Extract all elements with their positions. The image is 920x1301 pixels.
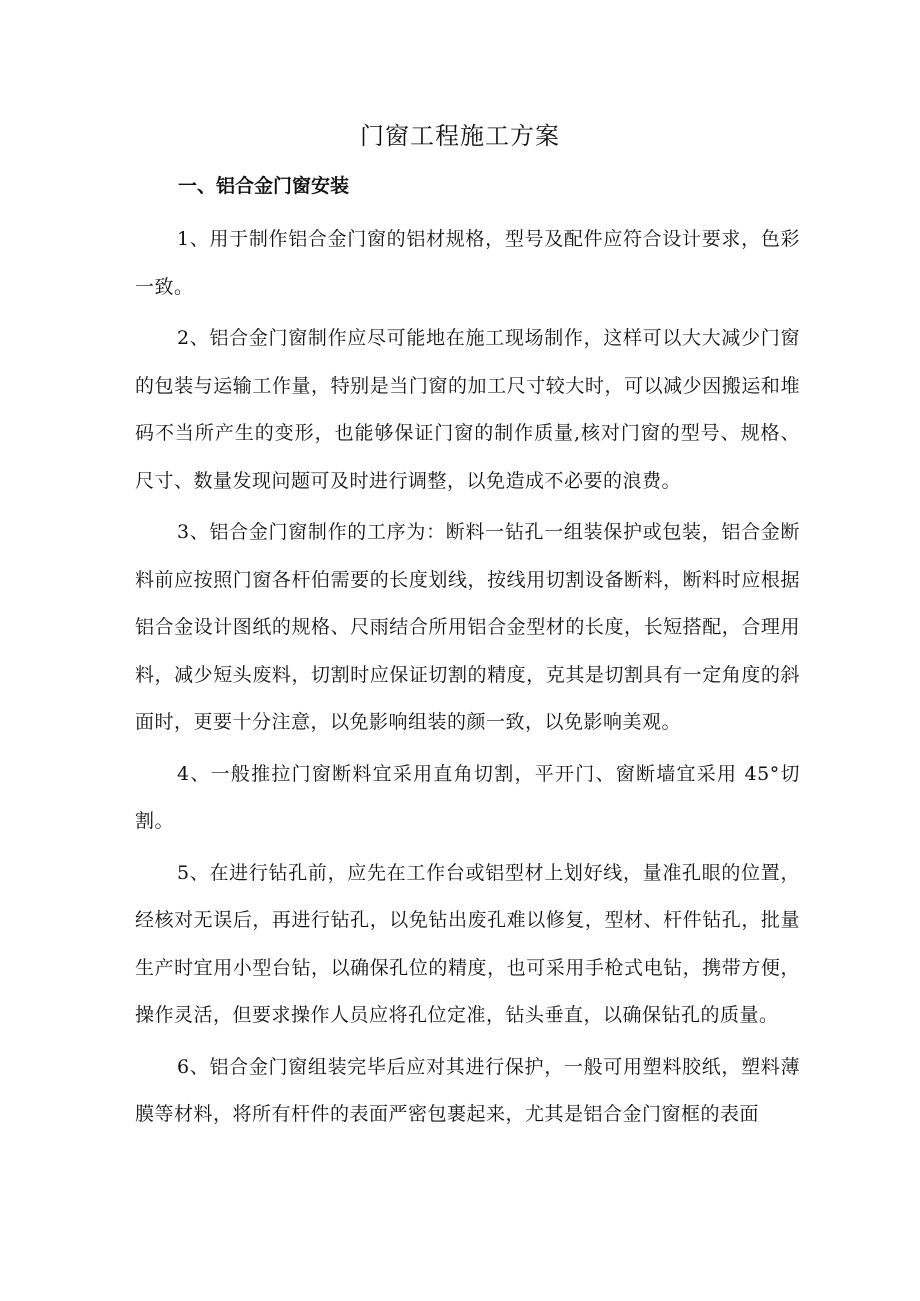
paragraph-2: 2、铝合金门窗制作应尽可能地在施工现场制作，这样可以大大减少门窗的包装与运输工作量，特别是当门窗的加工尺寸较大时，可以减少因搬运和堆码不当所产生的变形，也能够保证门窗的制作质量,核对门窗的型号、规格、尺寸、数量发现问题可及时进行调整，以免造成不必要的浪费。 bbox=[135, 327, 800, 492]
paragraph-1: 1、用于制作铝合金门窗的铝材规格，型号及配件应符合设计要求，色彩一致。 bbox=[135, 228, 800, 298]
paragraph-6: 6、铝合金门窗组装完毕后应对其进行保护，一般可用塑料胶纸，塑料薄膜等材料，将所有杆件的表面严密包裹起来，尤其是铝合金门窗框的表面 bbox=[135, 1055, 800, 1125]
paragraph-4: 4、一般推拉门窗断料宜采用直角切割，平开门、窗断墙宜采用 45°切割。 bbox=[135, 762, 800, 832]
document-body bbox=[135, 216, 800, 1143]
section-heading: 一、铝合金门窗安装 bbox=[178, 175, 350, 197]
paragraph-5: 5、在进行钻孔前，应先在工作台或铝型材上划好线，量准孔眼的位置，经核对无误后，再进行钻孔，以免钻出废孔难以修复，型材、杆件钻孔，批量生产时宜用小型台钻，以确保孔位的精度，也可采用手枪式电钻，携带方便，操作灵活，但要求操作人员应将孔位定准，钻头垂直，以确保钻孔的质量。 bbox=[135, 861, 800, 1026]
paragraph-3: 3、铝合金门窗制作的工序为：断料一钻孔一组装保护或包装，铝合金断料前应按照门窗各杆伯需要的长度划线，按线用切割设备断料，断料时应根据铝合金设计图纸的规格、尺雨结合所用铝合金型材的长度，长短搭配，合理用料，减少短头废料，切割时应保证切割的精度，克其是切割具有一定角度的斜面时，更要十分注意，以免影响组装的颜一致，以免影响美观。 bbox=[135, 521, 800, 733]
document-title: 门窗工程施工方案 bbox=[360, 122, 560, 150]
